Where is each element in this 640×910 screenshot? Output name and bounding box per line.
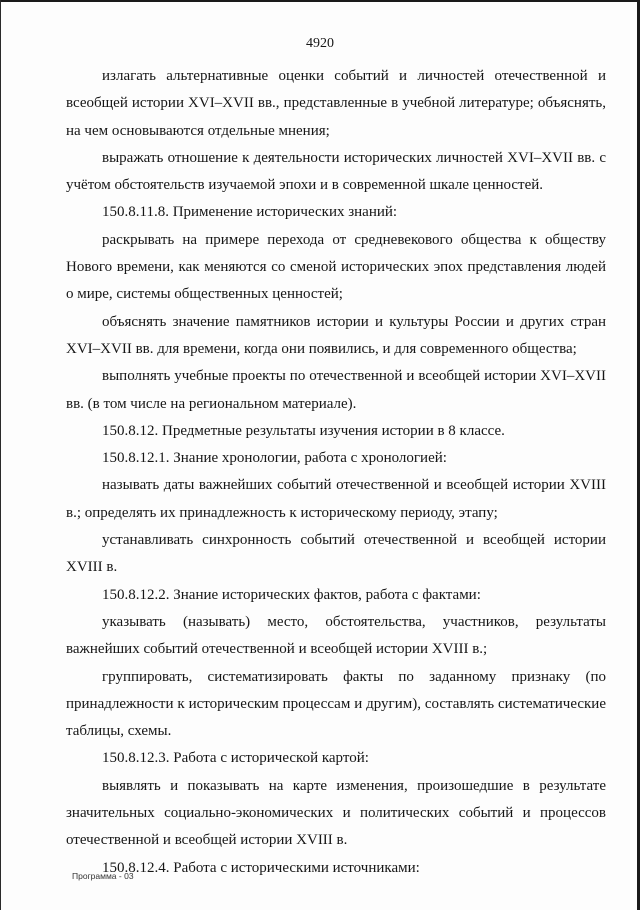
section-heading: 150.8.12.1. Знание хронологии, работа с хронологией: [102,450,447,467]
paragraph: выполнять учебные проекты по отечественной и всеобщей истории XVI–XVII вв. (в том числе на региональном материале). [66,368,606,412]
page-number: 4920 [306,36,334,51]
document-body [66,63,606,882]
paragraph: раскрывать на примере перехода от средневекового общества к обществу Нового времени, как меняются со сменой исторических эпох представления людей о мире, системы общественных ценностей; [66,231,606,303]
paragraph: указывать (называть) место, обстоятельства, участников, результаты важнейших событий отечественной и всеобщей истории XVIII в.; [66,613,606,658]
paragraph: излагать альтернативные оценки событий и личностей отечественной и всеобщей истории XVI–XVII вв., представленные в учебной литературе; объяснять, на чем основываются отдельные мнения; [66,68,606,139]
section-heading: 150.8.12. Предметные результаты изучения истории в 8 классе. [102,422,505,439]
scan-edge-left [0,0,1,910]
paragraph: выражать отношение к деятельности исторических личностей XVI–XVII вв. с учётом обстоятельств изучаемой эпохи и в современной шкале ценностей. [66,149,606,194]
section-heading: 150.8.11.8. Применение исторических знаний: [102,204,398,221]
paragraph: группировать, систематизировать факты по заданному признаку (по принадлежности к историческим процессам и другим), составлять систематические таблицы, схемы. [66,668,606,740]
section-heading: 150.8.12.4. Работа с историческими источниками: [102,859,420,876]
paragraph: называть даты важнейших событий отечественной и всеобщей истории XVIII в.; определять их принадлежность к историческому периоду, этапу; [66,477,606,521]
section-heading: 150.8.12.3. Работа с исторической картой: [102,750,369,767]
footer-label: Программа - 03 [72,871,134,881]
section-heading: 150.8.12.2. Знание исторических фактов, работа с фактами: [102,586,481,603]
scan-edge-top [0,0,640,2]
paragraph: объяснять значение памятников истории и культуры России и других стран XVI–XVII вв. для времени, когда они появились, и для современного общества; [66,313,606,357]
paragraph: выявлять и показывать на карте изменения, произошедшие в результате значительных социально-экономических и политических событий и процессов отечественной и всеобщей истории XVIII в. [66,777,606,849]
paragraph: устанавливать синхронность событий отечественной и всеобщей истории XVIII в. [66,532,606,576]
